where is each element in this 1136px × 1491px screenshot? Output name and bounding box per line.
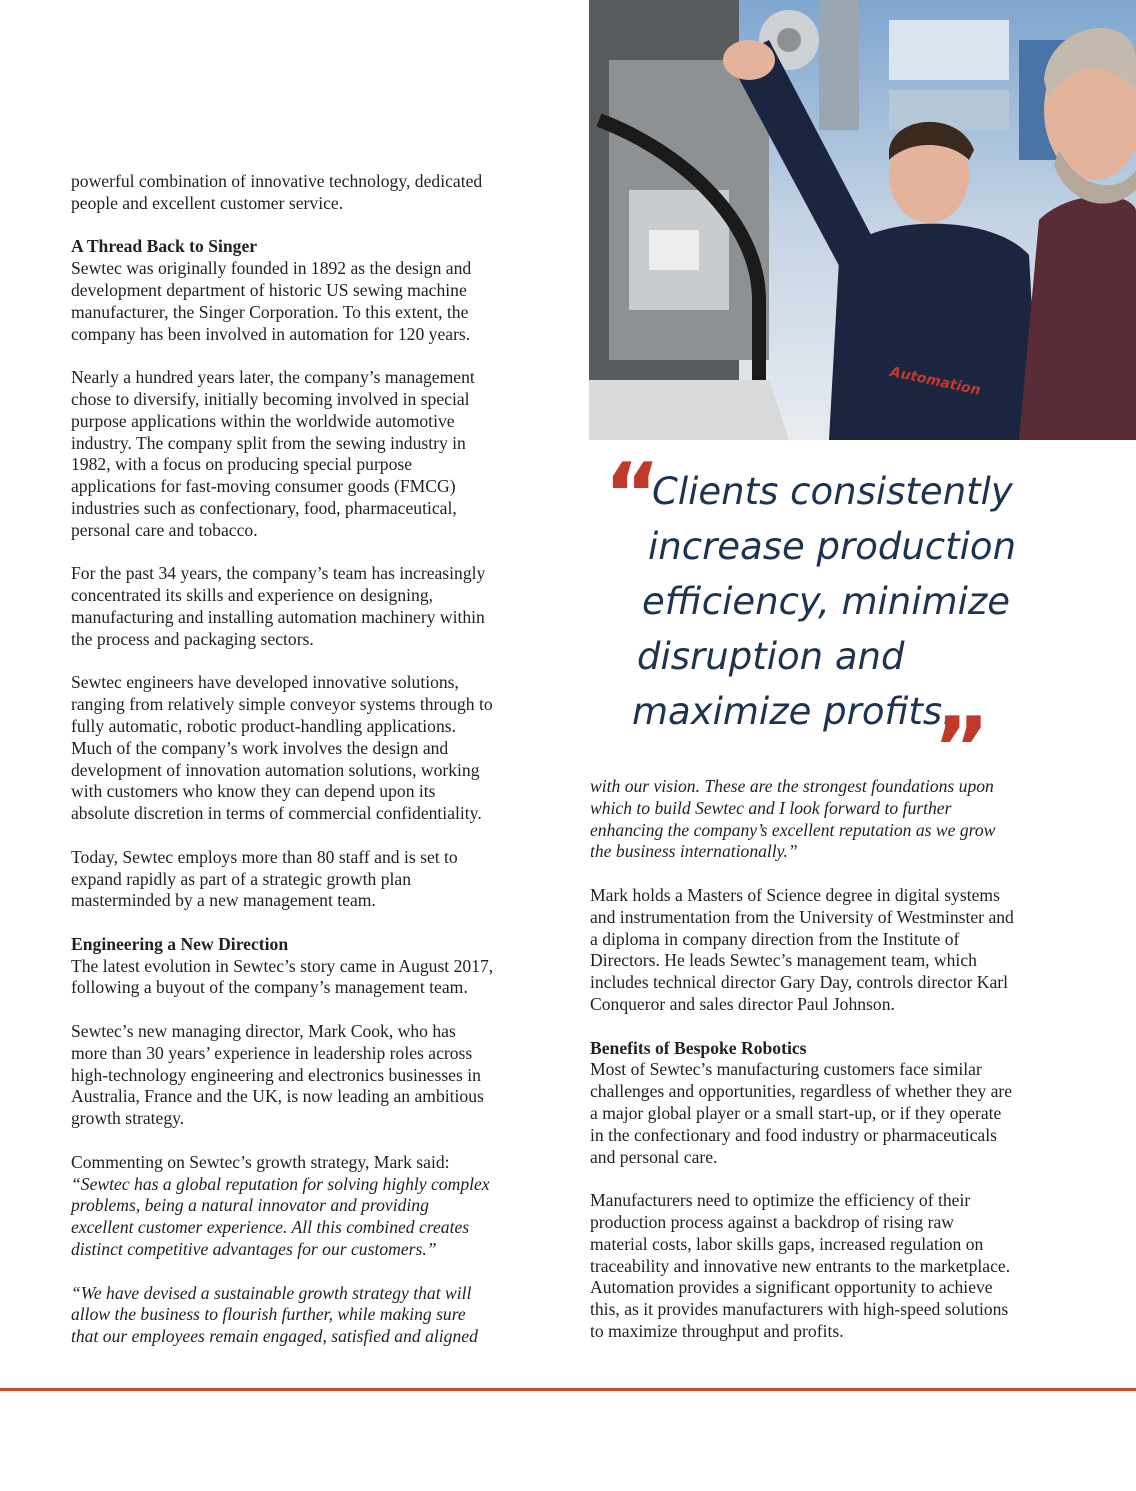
quote-growth-strategy: “We have devised a sustainable growth strategy that will allow the business to flourish further, while making sure that our employees remain engaged, satisfied and aligned — [71, 1282, 478, 1347]
paragraph-singer-history: Sewtec was originally founded in 1892 as the design and development department of historic US sewing machine manufacturer, the Singer Corporation. To this extent, the company has been involved in automation for 120 years. — [71, 258, 472, 344]
heading-benefits-bespoke-robotics: Benefits of Bespoke Robotics — [590, 1037, 807, 1058]
right-column — [590, 776, 1090, 1365]
quote-vision-continued: with our vision. These are the strongest foundations upon which to build Sewtec and I look forward to further enhancing the company’s excellent reputation as we grow the business internationally.” — [590, 776, 996, 862]
close-quote-mark: ” — [933, 699, 990, 799]
factory-photo — [589, 0, 1136, 440]
paragraph-today: Today, Sewtec employs more than 80 staff and is set to expand rapidly as part of a strategic growth plan masterminded by a new management team. — [71, 846, 458, 911]
paragraph-past-34-years: For the past 34 years, the company’s team has increasingly concentrated its skills and experience on designing, manufacturing and installing automation machinery within the process and packaging sectors. — [71, 563, 486, 649]
paragraph-diversify: Nearly a hundred years later, the company’s management chose to diversify, initially becoming involved in special purpose applications within the worldwide automotive industry. The company split from the sewing industry in 1982, with a focus on producing special purpose applications for fast-moving consumer goods (FMCG) industries such as confectionary, food, pharmaceutical, personal care and tobacco. — [71, 367, 475, 540]
pull-quote — [600, 445, 1120, 799]
shirt-logo: Automation — [888, 363, 982, 399]
paragraph-commenting: Commenting on Sewtec’s growth strategy, Mark said: “Sewtec has a global reputation for solving highly complex problems, being a natural innovator and providing excellent customer experience. All this combined creates distinct competitive advantages for our customers.” — [71, 1152, 561, 1261]
heading-engineering-new-direction: Engineering a New Direction — [71, 933, 289, 954]
paragraph-engineers: Sewtec engineers have developed innovative solutions, ranging from relatively simple conveyor systems through to fully automatic, robotic product-handling applications. Much of the company’s work involves the design and development of innovation automation solutions, working with customers who know they can depend upon its absolute discretion in terms of commercial confidentiality. — [71, 672, 493, 824]
heading-thread-back-to-singer: A Thread Back to Singer — [71, 236, 258, 257]
left-column — [71, 171, 561, 1370]
paragraph-manufacturers: Manufacturers need to optimize the efficiency of their production process against a backdrop of rising raw material costs, labor skills gaps, increased regulation on traceability and innovative new entrants to the marketplace. Automation provides a significant opportunity to achieve this, as it provides manufacturers with high-speed solutions to maximize throughput and profits. — [590, 1190, 1011, 1341]
footer-accent-rule — [0, 1388, 1136, 1391]
paragraph-mark-credentials: Mark holds a Masters of Science degree in digital systems and instrumentation from the University of Westminster and a diploma in company direction from the Institute of Directors. He leads Sewtec’s management team, which includes technical director Gary Day, controls director Karl Conqueror and sales director Paul Johnson. — [590, 884, 1014, 1014]
quote-reputation: “Sewtec has a global reputation for solving highly complex problems, being a natural innovator and providing excellent customer experience. All this combined creates distinct competitive advantages for our customers.” — [71, 1173, 490, 1260]
paragraph-latest-evolution: The latest evolution in Sewtec’s story came in August 2017, following a buyout of the company’s management team. — [71, 955, 494, 998]
pull-quote-line: increase production — [648, 525, 1017, 568]
pull-quote-line: disruption and — [637, 635, 905, 678]
paragraph-customers: Most of Sewtec’s manufacturing customers face similar challenges and opportunities, regardless of whether they are a major global player or a small start-up, or if they operate in the confectionary and food industry or pharmaceuticals and personal care. — [590, 1059, 1013, 1167]
pull-quote-line: Clients consistently — [652, 470, 1013, 513]
pull-quote-line: efficiency, minimize — [642, 580, 1011, 623]
pull-quote-line: maximize profits. — [632, 690, 954, 733]
open-quote-mark: “ — [604, 445, 661, 545]
paragraph-managing-director: Sewtec’s new managing director, Mark Cook, who has more than 30 years’ experience in leadership roles across high-technology engineering and electronics businesses in Australia, France and the UK, is now leading an ambitious growth strategy. — [71, 1021, 484, 1129]
intro-paragraph: powerful combination of innovative technology, dedicated people and excellent customer service. — [71, 171, 483, 213]
